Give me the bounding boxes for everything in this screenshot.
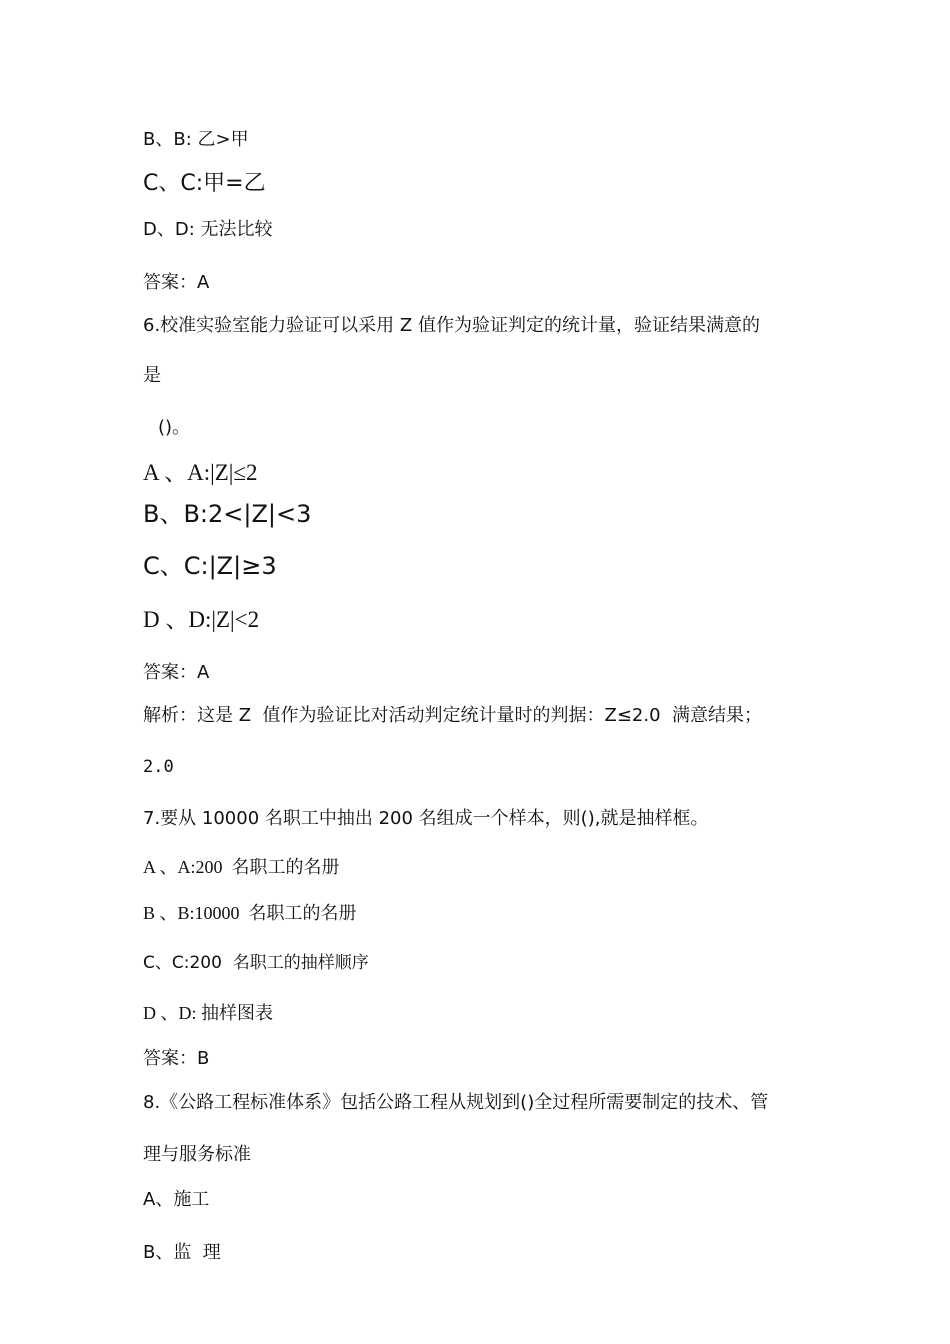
q8-option-a: A、施工 [143,1189,210,1210]
q5-answer: 答案：A [143,272,210,293]
q7-option-b: B 、B:10000 名职工的名册 [143,903,357,923]
q8-option-b: B、监 理 [143,1242,221,1263]
q6-option-b: B、B:2<|Z|<3 [143,500,312,528]
q6-analysis: 解析：这是 Z 值作为验证比对活动判定统计量时的判据：Z≤2.0 满意结果； [143,705,762,726]
q7-question: 7.要从 10000 名职工中抽出 200 名组成一个样本，则(),就是抽样框。 [143,808,709,829]
q6-question-line1: 6.校准实验室能力验证可以采用 Z 值作为验证判定的统计量，验证结果满意的 [143,315,760,336]
q6-analysis-continued: 2.0 [143,757,174,777]
q7-option-c: C、C:200 名职工的抽样顺序 [143,953,369,973]
q5-option-b: B、B: 乙>甲 [143,129,249,150]
q7-answer: 答案：B [143,1048,210,1069]
q5-option-c: C、C:甲=乙 [143,171,266,196]
q6-option-c: C、C:|Z|≥3 [143,552,277,580]
q6-option-d: D 、D:|Z|<2 [143,607,260,632]
q7-option-d: D 、D: 抽样图表 [143,1003,273,1023]
q6-question-line2: 是 [143,365,161,386]
q6-option-a: A 、A:|Z|≤2 [143,460,258,485]
q6-answer: 答案：A [143,662,210,683]
q6-question-line3: ()。 [158,417,191,438]
q8-question-line2: 理与服务标准 [143,1144,251,1165]
q7-option-a: A 、A:200 名职工的名册 [143,857,340,877]
q5-option-d: D、D: 无法比较 [143,219,273,240]
q8-question-line1: 8.《公路工程标准体系》包括公路工程从规划到()全过程所需要制定的技术、管 [143,1092,769,1113]
